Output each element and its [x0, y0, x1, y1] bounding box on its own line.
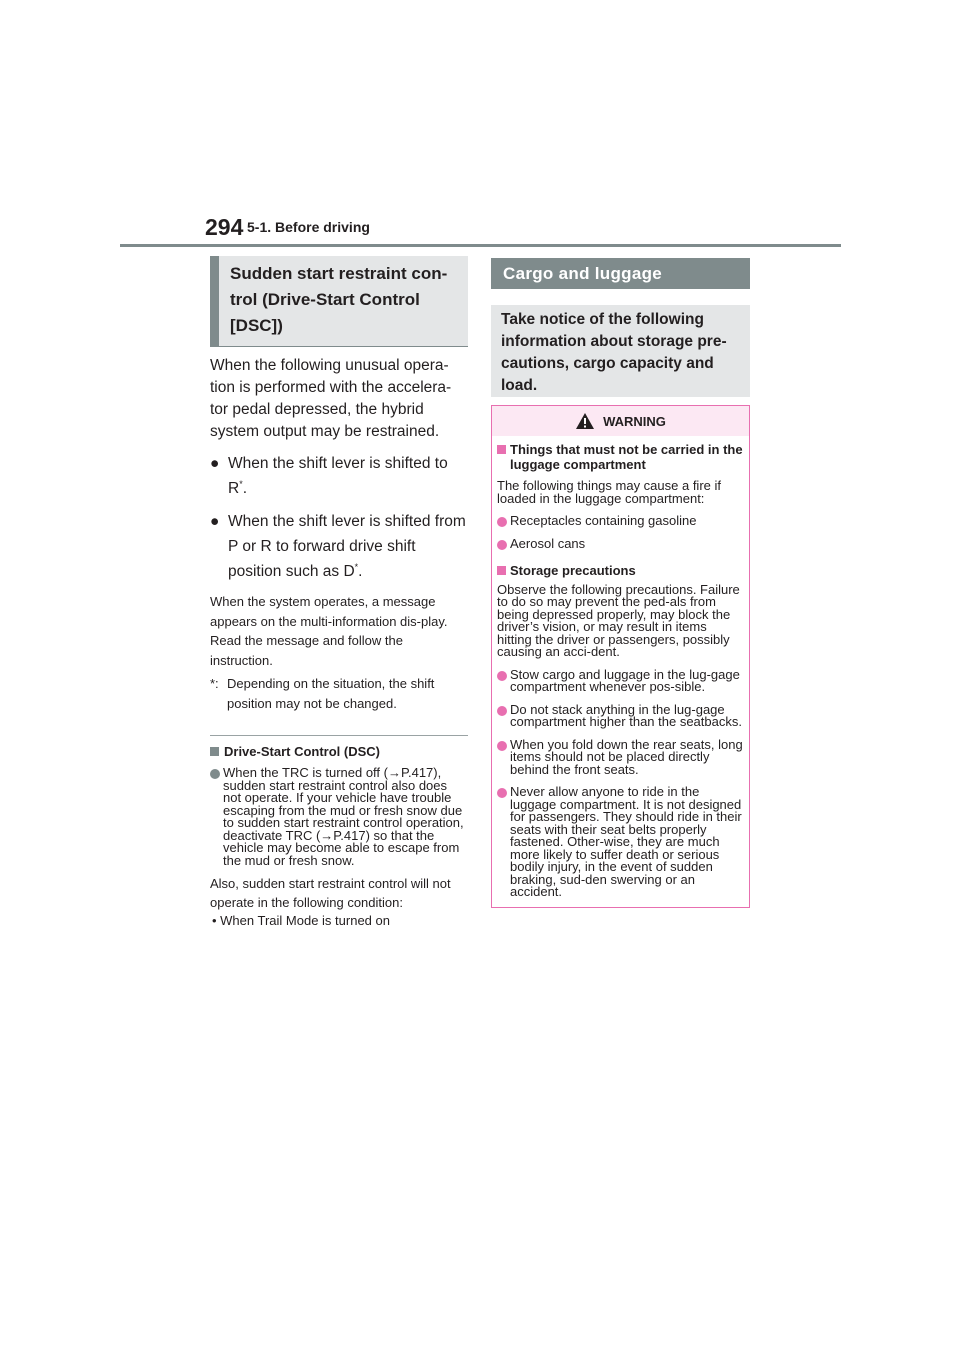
warning-text: Observe the following precautions. Failure to do so may prevent the ped-als from being depressed properly, may block the driver’s vision, or may result in items hitting the driver or passengers, possibly causing an acci-dent. [497, 581, 740, 659]
circle-bullet-icon [497, 788, 507, 798]
header-rule [120, 244, 841, 247]
cargo-section-title: Cargo and luggage [491, 258, 750, 289]
square-bullet-icon [210, 747, 219, 756]
page-number: 294 [205, 214, 244, 240]
asterisk-mark: * [239, 478, 243, 489]
list-item: Aerosol cans [497, 538, 743, 551]
circle-bullet-icon [210, 769, 220, 779]
dsc-heading: Sudden start restraint con-trol (Drive-Start Control [DSC]) [210, 256, 468, 347]
list-item: When the TRC is turned off (→P.417), sudden start restraint control also does not operate. If your vehicle have trouble escaping from the mud or fresh snow due to sudden start restraint control operation, deactivate TRC (→P.417) so that the vehicle may become able to escape from the mud or fresh snow. [210, 767, 468, 867]
also-text: Also, sudden start restraint control will not operate in the following condition: [210, 876, 451, 910]
notice-box: Take notice of the following information about storage pre-cautions, cargo capacity and load. [491, 305, 750, 397]
list-item: Never allow anyone to ride in the luggage compartment. It is not designed for passengers. They should ride in their seats with their seat belts properly fastened. Other-wise, they are much more likely to suffer death or serious bodily injury, in the event of sudden braking, sud-den swerving or an accident. [497, 786, 743, 899]
warning-text: The following things may cause a fire if loaded in the luggage compartment: [497, 478, 721, 506]
list-item: Stow cargo and luggage in the lug-gage compartment whenever pos-sible. [497, 669, 743, 694]
footnote-mark: *: [210, 676, 219, 691]
warning-subheading: Storage precautions [497, 564, 743, 579]
square-bullet-icon [497, 566, 506, 575]
circle-bullet-icon [497, 741, 507, 751]
asterisk-mark: * [354, 561, 359, 572]
list-item: Receptacles containing gasoline [497, 515, 743, 528]
bullet-text: When the shift lever is shifted from P or R to forward drive shift position such as D [228, 513, 466, 580]
footnote-text: Depending on the situation, the shift position may not be changed. [227, 676, 435, 711]
divider [210, 735, 468, 736]
dsc-subheading: Drive-Start Control (DSC) [210, 744, 468, 759]
left-column [210, 256, 468, 930]
circle-bullet-icon [497, 540, 507, 550]
list-item: • When Trail Mode is turned on [212, 913, 390, 928]
circle-bullet-icon [497, 706, 507, 716]
section-title: 5-1. Before driving [247, 219, 370, 235]
bullet-item: ● When the shift lever is shifted to R*. [210, 451, 468, 501]
circle-bullet-icon [497, 517, 507, 527]
message-note: When the system operates, a message appears on the multi-information dis-play. Read the message and follow the instruction. [210, 594, 448, 668]
circle-bullet-icon [497, 671, 507, 681]
warning-subheading: Things that must not be carried in the luggage compartment [497, 443, 743, 472]
intro-paragraph: When the following unusual opera-tion is performed with the accelera-tor pedal depressed, the hybrid system output may be restrained. [210, 357, 452, 440]
right-column [491, 258, 750, 908]
warning-title: WARNING [603, 413, 666, 429]
square-bullet-icon [497, 445, 506, 454]
footnote [210, 674, 468, 713]
warning-box [491, 405, 750, 908]
list-item: When you fold down the rear seats, long items should not be placed directly behind the front seats. [497, 739, 743, 777]
bullet-icon: ● [210, 513, 220, 530]
bullet-item: ● When the shift lever is shifted from P or R to forward drive shift position such as D*. [210, 509, 468, 584]
warning-triangle-icon [575, 412, 595, 430]
warning-body [492, 436, 749, 907]
bullet-icon: ● [210, 455, 220, 472]
list-item: Do not stack anything in the lug-gage compartment higher than the seatbacks. [497, 704, 743, 729]
warning-header [492, 406, 749, 436]
bullet-text: When the shift lever is shifted to R [228, 455, 448, 497]
